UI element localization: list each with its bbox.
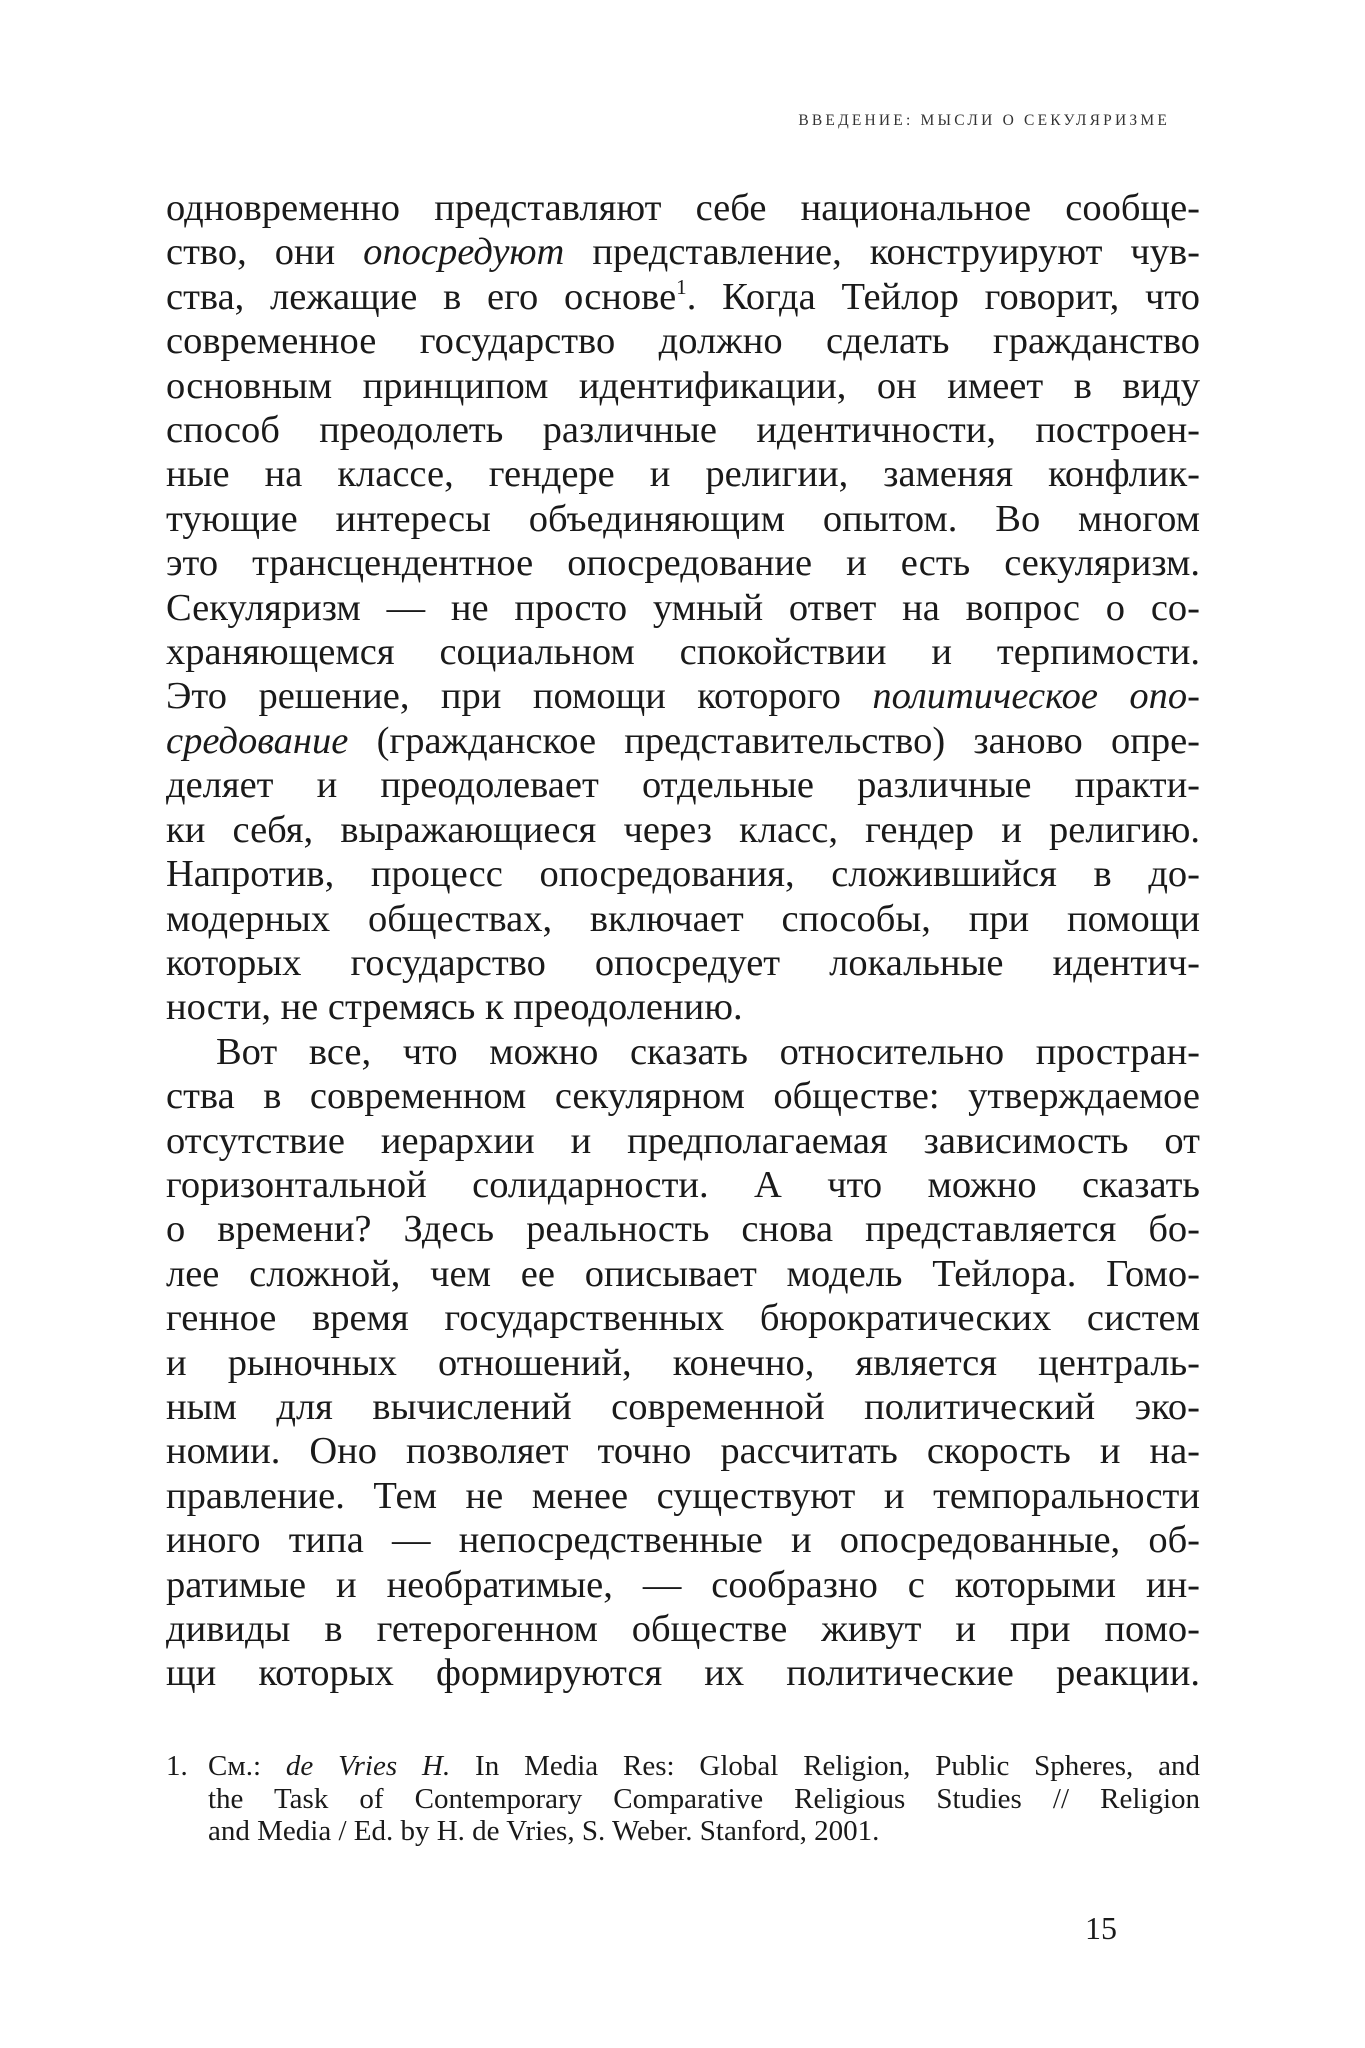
text-line: ности, не стремясь к преодолению. [166, 986, 743, 1029]
text-line: основным принципом идентификации, он имеет в виду [166, 364, 1200, 407]
text-segment: ство, они [166, 231, 364, 274]
text-line: современное государство должно сделать гражданство [166, 320, 1200, 363]
italic-term: опосредуют [363, 231, 565, 274]
italic-author: de Vries H. [285, 1750, 451, 1782]
body-text [166, 186, 1200, 1696]
footnote-line: the Task of Contemporary Comparative Religious Studies // Religion [208, 1782, 1200, 1815]
text-line [166, 230, 1200, 274]
text-line: способ преодолеть различные идентичности, построен- [166, 409, 1200, 452]
footnote [166, 1750, 1200, 1848]
text-line: ратимые и необратимые, — сообразно с которыми ин- [166, 1563, 1200, 1606]
italic-term: средование [166, 719, 349, 762]
text-line: о времени? Здесь реальность снова представляется бо- [166, 1208, 1200, 1251]
running-header: ВВЕДЕНИЕ: МЫСЛИ О СЕКУЛЯРИЗМЕ [798, 112, 1170, 129]
text-segment: См.: [208, 1750, 286, 1782]
text-segment: ства, лежащие в его основе [166, 275, 677, 318]
text-line: щи которых формируются их политические реакции. [166, 1652, 1200, 1695]
text-line: которых государство опосредует локальные идентич- [166, 941, 1200, 984]
italic-term: политическое опо- [872, 675, 1200, 718]
page-number: 15 [1085, 1910, 1117, 1946]
text-line: ным для вычислений современной политический эко- [166, 1385, 1200, 1428]
footnote-reference[interactable]: 1 [676, 274, 687, 299]
text-line: и рыночных отношений, конечно, является централь- [166, 1341, 1200, 1384]
paragraph [166, 1030, 1200, 1696]
footnotes [166, 1750, 1200, 1848]
text-segment: In Media Res: Global Religion, Public Spheres, and [450, 1750, 1200, 1782]
text-line: правление. Тем не менее существуют и темпоральности [166, 1474, 1200, 1517]
paragraph [166, 186, 1200, 1030]
text-line: Напротив, процесс опосредования, сложившийся в до- [166, 853, 1200, 896]
footnote-line: and Media / Ed. by H. de Vries, S. Weber. Stanford, 2001. [208, 1815, 880, 1847]
text-segment: представление, конструируют чув- [564, 231, 1200, 274]
text-line: Секуляризм — не просто умный ответ на вопрос о со- [166, 586, 1200, 629]
text-line: это трансцендентное опосредование и есть секуляризм. [166, 542, 1200, 585]
text-line: ные на классе, гендере и религии, заменяя конфлик- [166, 453, 1200, 496]
text-line: иного типа — непосредственные и опосредованные, об- [166, 1519, 1200, 1562]
text-line [166, 275, 1200, 319]
text-line [166, 674, 1200, 718]
text-line: деляет и преодолевает отдельные различные практи- [166, 764, 1200, 807]
text-line: отсутствие иерархии и предполагаемая зависимость от [166, 1119, 1200, 1162]
footnote-number: 1. [166, 1750, 188, 1782]
text-line: дивиды в гетерогенном обществе живут и при помо- [166, 1608, 1200, 1650]
text-line: Вот все, что можно сказать относительно простран- [216, 1030, 1200, 1073]
text-line: генное время государственных бюрократических систем [166, 1297, 1200, 1340]
text-segment: (гражданское представительство) заново опре- [348, 719, 1200, 762]
text-line: ства в современном секулярном обществе: утверждаемое [166, 1075, 1200, 1118]
text-line: лее сложной, чем ее описывает модель Тейлора. Гомо- [166, 1252, 1200, 1295]
text-line [166, 719, 1200, 763]
text-line: одновременно представляют себе национальное сообще- [166, 187, 1200, 229]
text-line: ки себя, выражающиеся через класс, гендер и религию. [166, 808, 1200, 851]
text-segment: Это решение, при помощи которого [166, 675, 873, 718]
text-line: модерных обществах, включает способы, при помощи [166, 897, 1200, 940]
footnote-text [208, 1750, 1200, 1848]
text-segment: . Когда Тейлор говорит, что [686, 275, 1200, 318]
text-line: тующие интересы объединяющим опытом. Во многом [166, 497, 1200, 540]
text-line: горизонтальной солидарности. А что можно сказать [166, 1163, 1200, 1206]
footnote-line [208, 1750, 1200, 1783]
text-line: храняющемся социальном спокойствии и терпимости. [166, 631, 1200, 674]
text-line: номии. Оно позволяет точно рассчитать скорость и на- [166, 1430, 1200, 1473]
